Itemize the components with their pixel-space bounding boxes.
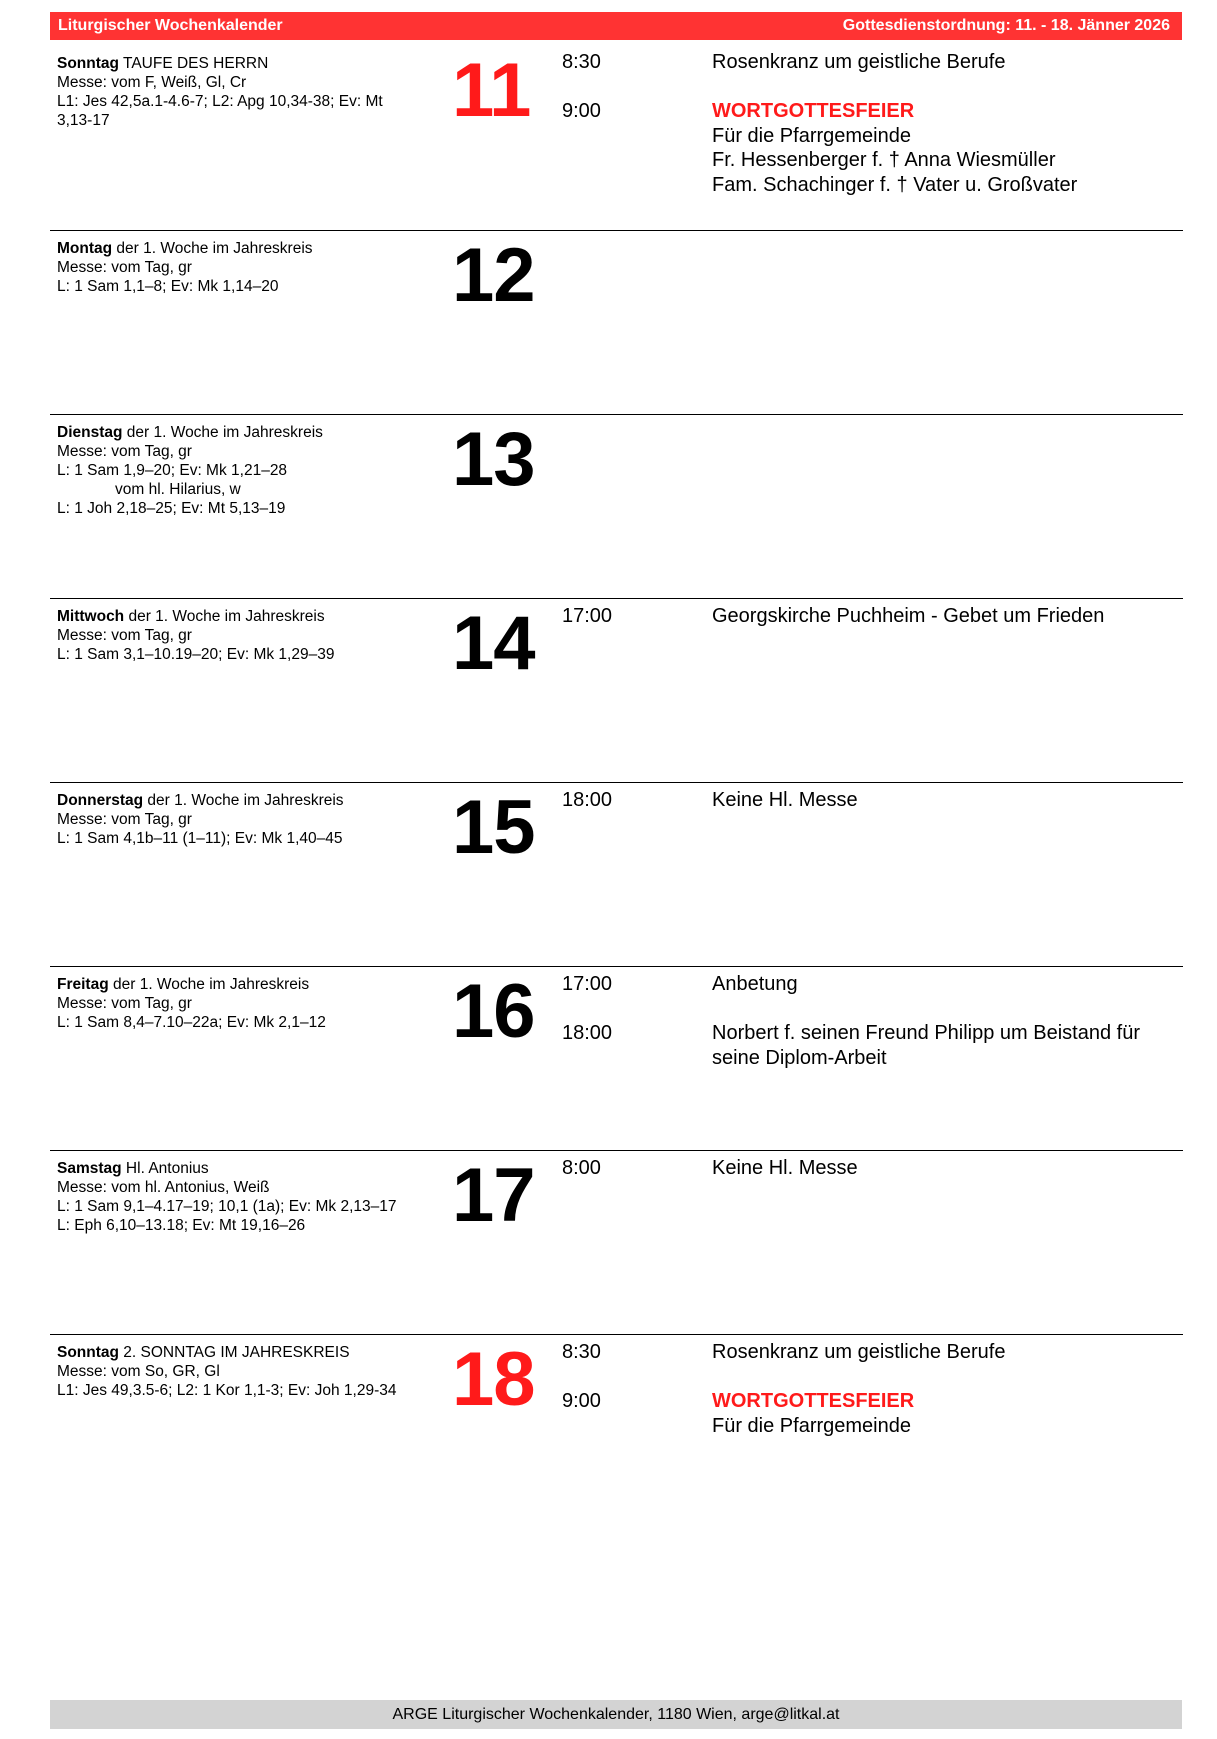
event-description xyxy=(712,1156,1177,1181)
day-info xyxy=(57,239,447,296)
event-description xyxy=(712,1340,1177,1365)
event-description xyxy=(712,1389,1177,1438)
event-description xyxy=(712,1021,1177,1070)
liturgy-line: L: 1 Sam 1,1–8; Ev: Mk 1,14–20 xyxy=(57,278,279,295)
liturgy-line: Messe: vom So, GR, Gl xyxy=(57,1363,220,1380)
day-number: 13 xyxy=(452,417,535,502)
day-info xyxy=(57,54,447,130)
event-line: Rosenkranz um geistliche Berufe xyxy=(712,51,1006,73)
event-description xyxy=(712,788,1177,813)
liturgy-line: Messe: vom F, Weiß, Gl, Cr xyxy=(57,74,247,91)
event-time: 8:30 xyxy=(562,1341,601,1363)
day-name: Montag xyxy=(57,240,113,257)
event-line: Keine Hl. Messe xyxy=(712,789,858,811)
event-time: 17:00 xyxy=(562,605,613,627)
liturgy-line: Messe: vom Tag, gr xyxy=(57,811,192,828)
event-description xyxy=(712,604,1177,629)
event-description xyxy=(712,99,1177,197)
event-line: Rosenkranz um geistliche Berufe xyxy=(712,1341,1006,1363)
event-line: Anbetung xyxy=(712,973,798,995)
event-line: Fr. Hessenberger f. † Anna Wiesmüller xyxy=(712,149,1056,171)
day-number: 12 xyxy=(452,233,535,318)
event-time: 9:00 xyxy=(562,1390,601,1412)
liturgy-line: L1: Jes 42,5a.1-4.6-7; L2: Apg 10,34-38; Ev: Mt xyxy=(57,93,383,110)
day-title: der 1. Woche im Jahreskreis xyxy=(108,976,310,993)
liturgy-line: L: 1 Sam 4,1b–11 (1–11); Ev: Mk 1,40–45 xyxy=(57,830,343,847)
liturgy-line: L: 1 Sam 1,9–20; Ev: Mk 1,21–28 xyxy=(57,462,288,479)
day-title: Hl. Antonius xyxy=(121,1160,209,1177)
day-row-friday-16 xyxy=(50,966,1183,1151)
day-title: 2. SONNTAG IM JAHRESKREIS xyxy=(119,1344,350,1361)
day-title: TAUFE DES HERRN xyxy=(119,55,269,72)
liturgy-line: L: 1 Sam 3,1–10.19–20; Ev: Mk 1,29–39 xyxy=(57,646,335,663)
day-row-sunday-18 xyxy=(50,1334,1183,1519)
event-highlight: WORTGOTTESFEIER xyxy=(712,1390,915,1412)
liturgy-line: L: 1 Sam 9,1–4.17–19; 10,1 (1a); Ev: Mk 2,13–17 xyxy=(57,1198,397,1215)
day-name: Donnerstag xyxy=(57,792,144,809)
header-title: Liturgischer Wochenkalender xyxy=(58,17,283,34)
day-row-thursday-15 xyxy=(50,782,1183,967)
footer-text: ARGE Liturgischer Wochenkalender, 1180 Wien, arge@litkal.at xyxy=(392,1705,840,1723)
header-date-range: Gottesdienstordnung: 11. - 18. Jänner 2026 xyxy=(842,17,1170,34)
day-name: Mittwoch xyxy=(57,608,125,625)
liturgy-line: vom hl. Hilarius, w xyxy=(115,481,241,498)
event-line: Für die Pfarrgemeinde xyxy=(712,1414,911,1437)
footer-bar xyxy=(50,1700,1182,1729)
day-row-tuesday-13 xyxy=(50,414,1183,599)
event-time: 8:00 xyxy=(562,1157,601,1179)
day-number: 17 xyxy=(452,1153,535,1238)
event-line: Norbert f. seinen Freund Philipp um Beistand für xyxy=(712,1022,1140,1044)
event-description xyxy=(712,972,1177,997)
liturgy-line: Messe: vom Tag, gr xyxy=(57,995,192,1012)
event-time: 8:30 xyxy=(562,51,601,73)
liturgy-line: Messe: vom Tag, gr xyxy=(57,627,192,644)
day-title: der 1. Woche im Jahreskreis xyxy=(112,240,313,257)
liturgy-line: Messe: vom Tag, gr xyxy=(57,259,192,276)
day-info xyxy=(57,791,447,848)
day-number: 18 xyxy=(452,1337,535,1422)
event-line: Keine Hl. Messe xyxy=(712,1157,858,1179)
day-title: der 1. Woche im Jahreskreis xyxy=(124,608,325,625)
event-time: 9:00 xyxy=(562,100,601,122)
day-name: Dienstag xyxy=(57,424,123,441)
day-title: der 1. Woche im Jahreskreis xyxy=(143,792,344,809)
day-number: 14 xyxy=(452,601,535,686)
day-name: Samstag xyxy=(57,1160,122,1177)
liturgy-line: Messe: vom Tag, gr xyxy=(57,443,192,460)
header-bar xyxy=(50,12,1182,40)
event-line: Für die Pfarrgemeinde xyxy=(712,124,911,147)
liturgy-line: Messe: vom hl. Antonius, Weiß xyxy=(57,1179,270,1196)
day-info xyxy=(57,975,447,1032)
event-line: Georgskirche Puchheim - Gebet um Frieden xyxy=(712,605,1105,627)
day-title: der 1. Woche im Jahreskreis xyxy=(122,424,323,441)
liturgy-line: L: 1 Sam 8,4–7.10–22a; Ev: Mk 2,1–12 xyxy=(57,1014,326,1031)
day-info xyxy=(57,423,447,518)
day-number: 11 xyxy=(452,48,531,133)
day-row-saturday-17 xyxy=(50,1150,1183,1335)
day-row-wednesday-14 xyxy=(50,598,1183,783)
day-row-monday-12 xyxy=(50,230,1183,415)
day-number: 16 xyxy=(452,969,535,1054)
event-line: seine Diplom-Arbeit xyxy=(712,1046,887,1069)
event-time: 17:00 xyxy=(562,973,613,995)
event-time: 18:00 xyxy=(562,1022,613,1044)
liturgy-line: L: Eph 6,10–13.18; Ev: Mt 19,16–26 xyxy=(57,1217,306,1234)
day-row-sunday-11 xyxy=(50,46,1183,230)
liturgy-line: 3,13-17 xyxy=(57,112,110,129)
day-info xyxy=(57,1343,447,1400)
liturgy-line: L1: Jes 49,3.5-6; L2: 1 Kor 1,1-3; Ev: Joh 1,29-34 xyxy=(57,1382,397,1399)
day-name: Sonntag xyxy=(57,1344,119,1361)
event-time: 18:00 xyxy=(562,789,613,811)
day-number: 15 xyxy=(452,785,535,870)
day-info xyxy=(57,1159,447,1235)
day-name: Freitag xyxy=(57,976,109,993)
day-info xyxy=(57,607,447,664)
event-line: Fam. Schachinger f. † Vater u. Großvater xyxy=(712,173,1078,196)
event-description xyxy=(712,50,1177,75)
event-highlight: WORTGOTTESFEIER xyxy=(712,100,915,122)
day-name: Sonntag xyxy=(57,55,119,72)
liturgy-line: L: 1 Joh 2,18–25; Ev: Mt 5,13–19 xyxy=(57,500,286,517)
